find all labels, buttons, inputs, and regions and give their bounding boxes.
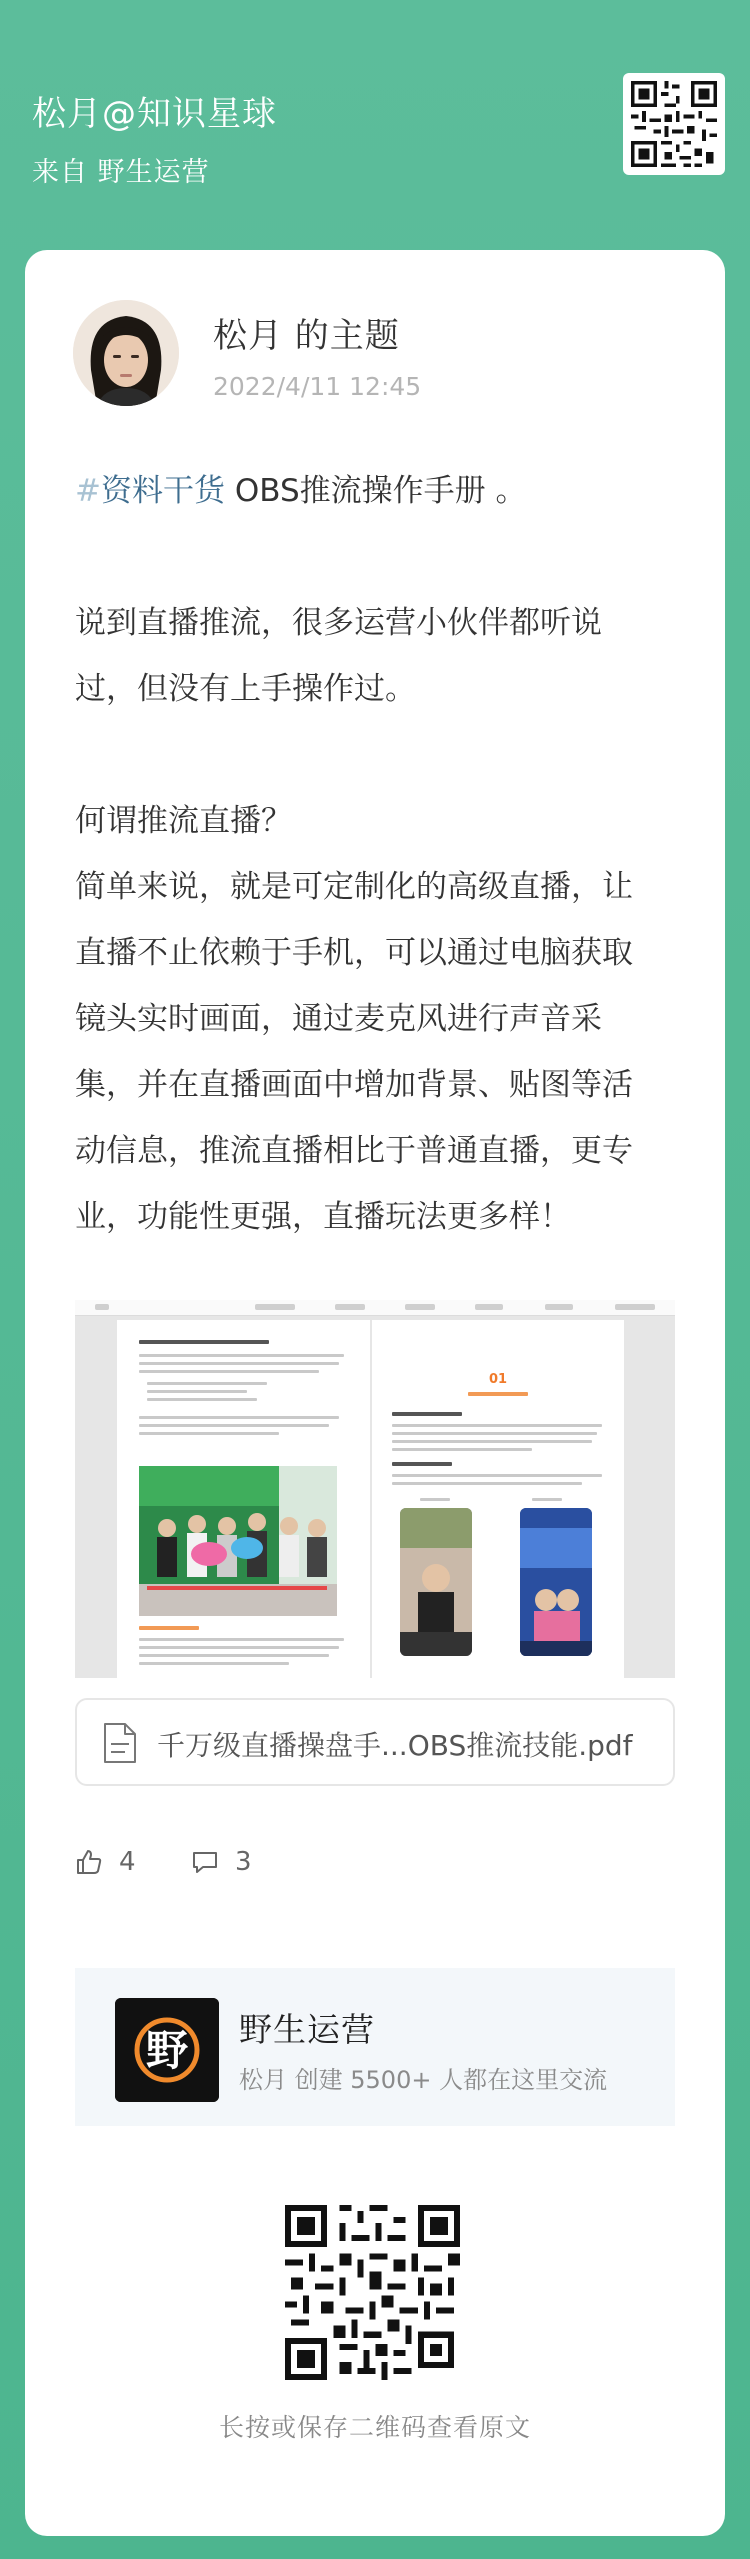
qr-code-icon bbox=[285, 2205, 460, 2380]
pdf-toolbar bbox=[75, 1300, 675, 1316]
comment-count: 3 bbox=[235, 1847, 252, 1877]
paragraph-line: 简单来说，就是可定制化的高级直播，让 bbox=[75, 869, 633, 905]
paragraph-line: 直播不止依赖于手机，可以通过电脑获取 bbox=[75, 935, 633, 971]
like-count: 4 bbox=[119, 1847, 136, 1877]
group-logo bbox=[115, 1998, 219, 2102]
author-avatar[interactable] bbox=[73, 300, 179, 406]
pdf-preview-image[interactable] bbox=[75, 1300, 675, 1678]
phone-screen-right bbox=[520, 1508, 592, 1656]
qr-code-icon bbox=[627, 77, 721, 171]
group-description: 松月 创建 5500+ 人都在这里交流 bbox=[239, 2066, 608, 2094]
paragraph-line: 业，功能性更强，直播玩法更多样！ bbox=[75, 1199, 571, 1235]
pdf-page-right bbox=[372, 1320, 624, 1678]
attachment-file-name: 千万级直播操盘手...OBS推流技能.pdf bbox=[157, 1729, 633, 1762]
post-content bbox=[75, 458, 685, 1250]
post-timestamp: 2022/4/11 12:45 bbox=[213, 372, 422, 401]
pdf-page-number: 01 bbox=[488, 1372, 508, 1387]
post-card bbox=[25, 250, 725, 2536]
paragraph-line: 动信息，推流直播相比于普通直播，更专 bbox=[75, 1133, 633, 1169]
document-icon bbox=[103, 1722, 137, 1764]
qr-hint-text: 长按或保存二维码查看原文 bbox=[218, 2413, 531, 2442]
group-name: 野生运营 bbox=[239, 2010, 375, 2049]
share-header bbox=[0, 0, 750, 250]
original-post-qr-code[interactable] bbox=[285, 2205, 460, 2380]
hashtag-symbol: # bbox=[75, 473, 101, 509]
thumbs-up-icon bbox=[75, 1848, 103, 1876]
hashtag-link[interactable]: 资料干货 bbox=[100, 473, 225, 509]
phone-screen-left bbox=[400, 1508, 472, 1656]
pdf-attachment[interactable] bbox=[75, 1698, 675, 1786]
header-subtitle: 来自 野生运营 bbox=[32, 157, 210, 188]
group-logo-icon bbox=[115, 1998, 219, 2102]
pdf-page-left bbox=[117, 1320, 370, 1678]
post-title-line bbox=[75, 458, 685, 524]
header-title: 松月@知识星球 bbox=[32, 94, 277, 134]
group-card[interactable] bbox=[75, 1968, 675, 2126]
post-title: OBS推流操作手册 。 bbox=[224, 473, 527, 509]
author-name[interactable]: 松月 的主题 bbox=[213, 316, 400, 356]
comment-icon bbox=[191, 1848, 219, 1876]
avatar-photo-icon bbox=[73, 300, 179, 406]
paragraph-line: 过，但没有上手操作过。 bbox=[75, 671, 416, 707]
paragraph-line: 集，并在直播画面中增加背景、贴图等活 bbox=[75, 1067, 633, 1103]
paragraph-line: 镜头实时画面，通过麦克风进行声音采 bbox=[75, 1001, 602, 1037]
question-line: 何谓推流直播？ bbox=[75, 803, 292, 839]
group-logo-char: 野 bbox=[145, 2026, 189, 2075]
group-photo bbox=[139, 1466, 337, 1616]
paragraph-line: 说到直播推流，很多运营小伙伴都听说 bbox=[75, 605, 602, 641]
header-qr-code[interactable] bbox=[623, 73, 725, 175]
comment-button[interactable] bbox=[191, 1842, 252, 1882]
like-button[interactable] bbox=[75, 1842, 136, 1882]
